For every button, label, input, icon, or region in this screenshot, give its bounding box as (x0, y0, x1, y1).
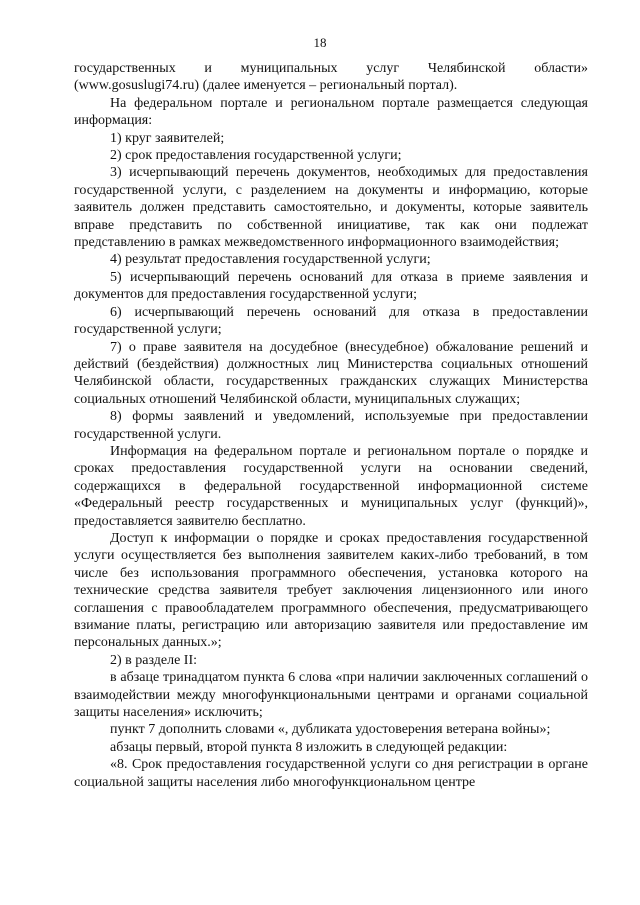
paragraph-amendment-p6: в абзаце тринадцатом пункта 6 слова «при наличии заключенных соглашений о взаимодействии между многофункциональными центрами и органами социальной защиты населения» исключить; (74, 670, 588, 721)
paragraph-access-info: Доступ к информации о порядке и сроках предоставления государственной услуги осуществляется без выполнения заявителем каких-либо требований, в том числе без использования программного обеспечения, установка которого на технические средства заявителя требует заключения лицензионного или иного соглашения с правообладателем программного обеспечения, предусматривающего взимание платы, регистрацию или авторизацию заявителя или предоставление им персональных данных.»; (74, 530, 588, 651)
list-item-documents: 3) исчерпывающий перечень документов, необходимых для предоставления государственной услуги, с разделением на документы и информацию, которые заявитель должен представить самостоятельно, и документы, которые заявитель вправе представить по собственной инициативе, так как они подлежат представлению в рамках межведомственного информационного взаимодействия; (74, 165, 588, 251)
list-item-service-term: 2) срок предоставления государственной услуги; (110, 148, 402, 164)
paragraph-free-info: Информация на федеральном портале и региональном портале о порядке и сроках предоставления государственной услуги на основании сведений, содержащихся в федеральной государственной информационной системе «Федеральный реестр государственных и муниципальных услуг (функций)», предоставляется заявителю бесплатно. (74, 443, 588, 529)
list-item-refusal-acceptance: 5) исчерпывающий перечень оснований для отказа в приеме заявления и документов для предоставления государственной услуги; (74, 269, 588, 303)
list-item-forms: 8) формы заявлений и уведомлений, используемые при предоставлении государственной услуги. (74, 409, 588, 442)
list-item-result: 4) результат предоставления государственной услуги; (110, 252, 431, 268)
document-body (74, 60, 588, 791)
list-item-applicants: 1) круг заявителей; (110, 130, 225, 146)
paragraph-amendment-p8: абзацы первый, второй пункта 8 изложить в следующей редакции: (110, 739, 508, 755)
paragraph-portal-continuation: государственных и муниципальных услуг Челябинской области» (www.gosuslugi74.ru) (далее именуется – региональный портал). (74, 61, 588, 94)
paragraph-amendment-p7: пункт 7 дополнить словами «, дубликата удостоверения ветерана войны»; (110, 722, 551, 738)
list-item-appeal-right: 7) о праве заявителя на досудебное (внесудебное) обжалование решений и действий (бездействия) должностных лиц Министерства социальных отношений Челябинской области, государственных гражданских служащих Министерства социальных отношений Челябинской области, муниципальных служащих; (74, 339, 588, 407)
paragraph-portal-info-intro: На федеральном портале и региональном портале размещается следующая информация: (74, 95, 588, 129)
paragraph-section-2: 2) в разделе II: (110, 652, 198, 668)
page-number: 18 (313, 35, 327, 50)
paragraph-new-p8: «8. Срок предоставления государственной услуги со дня регистрации в органе социальной защиты населения либо многофункциональном центре (74, 757, 588, 790)
list-item-refusal-service: 6) исчерпывающий перечень оснований для отказа в предоставлении государственной услуги; (74, 304, 588, 338)
